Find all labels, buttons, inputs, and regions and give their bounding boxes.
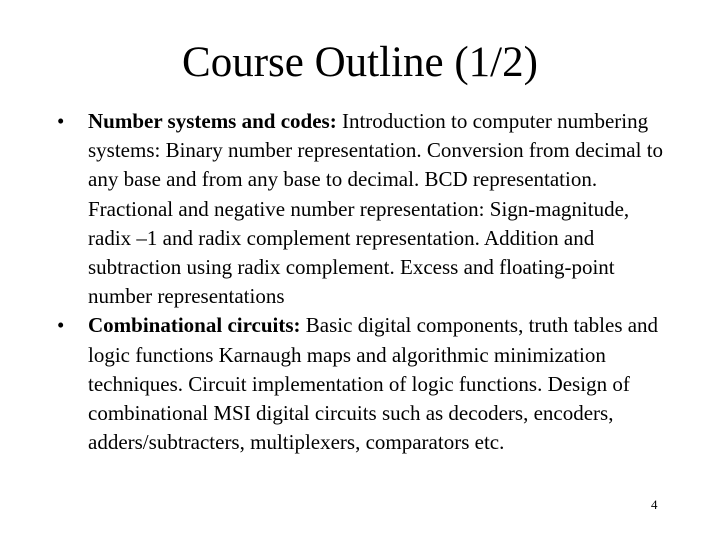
bullet-term: Number systems and codes: (88, 109, 337, 133)
bullet-term: Combinational circuits: (88, 313, 301, 338)
bullet-dot-icon: • (57, 313, 65, 338)
page-number: 4 (651, 497, 658, 512)
bullet-item-number-systems (57, 107, 667, 311)
bullet-text: Basic digital components, truth tables and logic functions Karnaugh maps and algorithmic minimization techniques. Circuit implementation of logic functions. Design of combinational MSI digital circuits such as decoders, encoders, adders/subtracters, multiplexers, comparators etc. (88, 313, 659, 455)
bullet-text: Introduction to computer numbering systems: Binary number representation. Conversion from decimal to any base and from any base to decimal. BCD representation. Fractional and negative number representation: Sign-magnitude, radix –1 and radix complement representation. Addition and subtraction using radix complement. Excess and floating-point number representations (88, 109, 664, 309)
slide-title: Course Outline (1/2) (182, 39, 538, 86)
bullet-item-combinational-circuits (57, 311, 667, 457)
bullet-list (57, 107, 667, 457)
bullet-dot-icon: • (57, 109, 65, 133)
